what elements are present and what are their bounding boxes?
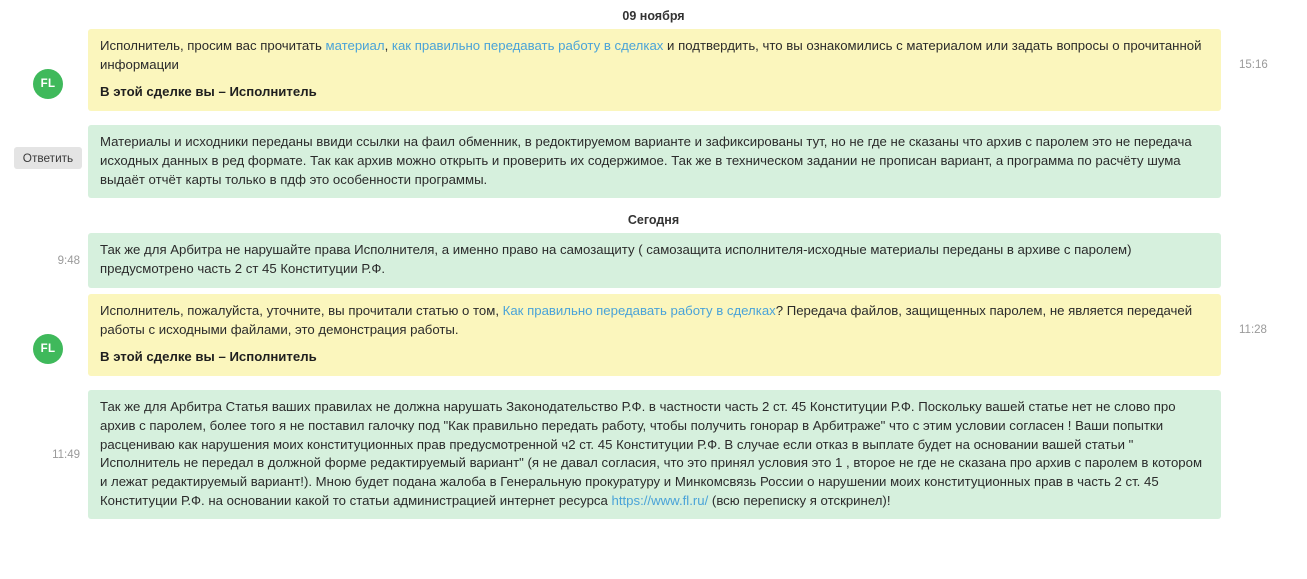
message-timestamp: 11:28 — [1239, 323, 1267, 336]
message-text: Материалы и исходники переданы ввиди ссылки на фаил обменник, в редоктируемом варианте и зафиксированы тут, но не где не сказаны что архив с паролем это не передача исходных данных в ред формате. Так как архив можно открыть и проверить их содержимое. Так же в техническом задании не прописан вариант, а программа по расчёту шума выдаёт отчёт карты только в пдф это особенности программы. — [100, 134, 1192, 187]
avatar-slot — [8, 330, 88, 364]
message-gutter-right — [1221, 233, 1299, 287]
message-gutter-right — [1221, 390, 1299, 519]
message-row — [0, 390, 1307, 519]
message-row — [0, 233, 1307, 287]
date-separator-today: Сегодня — [627, 213, 680, 228]
message-text — [100, 37, 1209, 74]
message-gutter-right — [1221, 29, 1299, 71]
message-row — [0, 125, 1307, 198]
message-text: Так же для Арбитра не нарушайте права Исполнителя, а именно право на самозащиту ( самозащита исполнителя-исходные материалы переданы в архиве с паролем) предусмотрено часть 2 ст 45 Конституции Р.Ф. — [100, 242, 1132, 277]
message-timestamp: 11:49 — [52, 448, 80, 461]
message-text-part: (всю переписку я отскринел)! — [708, 492, 891, 508]
message-gutter-left — [8, 233, 88, 287]
how-to-transfer-work-link[interactable]: Как правильно передавать работу в сделках — [502, 302, 776, 318]
avatar: FL — [33, 334, 63, 364]
how-to-transfer-work-link[interactable]: как правильно передавать работу в сделках — [391, 38, 664, 53]
site-url-link[interactable]: https://www.fl.ru/ — [611, 492, 709, 508]
message-bubble-freelancer — [88, 390, 1221, 519]
message-gutter-left — [8, 294, 88, 300]
message-text-part: и подтвердить, что вы ознакомились с материалом или задать вопросы о прочитанной информации — [100, 38, 1202, 72]
role-note: В этой сделке вы – Исполнитель — [100, 84, 317, 100]
reply-button[interactable]: Ответить — [14, 147, 82, 169]
role-note: В этой сделке вы – Исполнитель — [100, 349, 317, 365]
message-bubble-support — [88, 29, 1221, 111]
date-separator-nov09: 09 ноября — [622, 9, 685, 23]
message-text-part: Исполнитель, просим вас прочитать — [100, 38, 326, 53]
message-timestamp: 9:48 — [57, 254, 80, 267]
message-gutter-right — [1221, 125, 1299, 153]
avatar-slot — [8, 65, 88, 99]
avatar-row — [0, 330, 1307, 364]
message-row — [0, 29, 1307, 111]
message-text-part: ? Передача файлов, защищенных паролем, не является передачей работы с исходными файлами, это демонстрация работы. — [100, 302, 1193, 337]
message-gutter-left — [8, 125, 88, 169]
message-timestamp: 15:16 — [1239, 59, 1268, 71]
message-bubble-freelancer — [88, 233, 1221, 287]
message-bubble-freelancer — [88, 125, 1221, 198]
message-gutter-left — [8, 390, 88, 519]
message-text-part: Так же для Арбитра Статья ваших правилах не должна нарушать Законодательство Р.Ф. в частности часть 2 ст. 45 Конституции Р.Ф. Поскольку вашей статье нет не слово про архив с паролем, более того я не поставил галочку под "Как правильно передать работу, чтобы получить гонорар в Арбитраже" что с этим условии согласен ! Ваши попытки расцениваю как нарушения моих конституционных прав предусмотренной ч2 ст. 45 Конституции Р.Ф. В случае если отказ в выплате будет на основании вашей статьи " Исполнитель не передал в должной форме редактируемый вариант" (я не давал согласия, что это принял условия это 1 , второе не где не сказана про архив с паролем в котором и лежат редактируемый вариант!). Мною будет подана жалоба в Генеральную прокуратуру и Минкомсвязь России о нарушении моих конституционных прав в часть 2 ст. 45 Конституции Р.Ф. на основании какой то статьи администрацией интернет ресурса — [100, 399, 1203, 508]
message-text — [100, 398, 1209, 510]
material-link[interactable]: материал — [325, 38, 385, 53]
message-text-part: Исполнитель, пожалуйста, уточните, вы прочитали статью о том, — [100, 302, 503, 318]
avatar: FL — [33, 69, 63, 99]
message-text-part: , — [384, 38, 392, 53]
message-gutter-left — [8, 29, 88, 35]
